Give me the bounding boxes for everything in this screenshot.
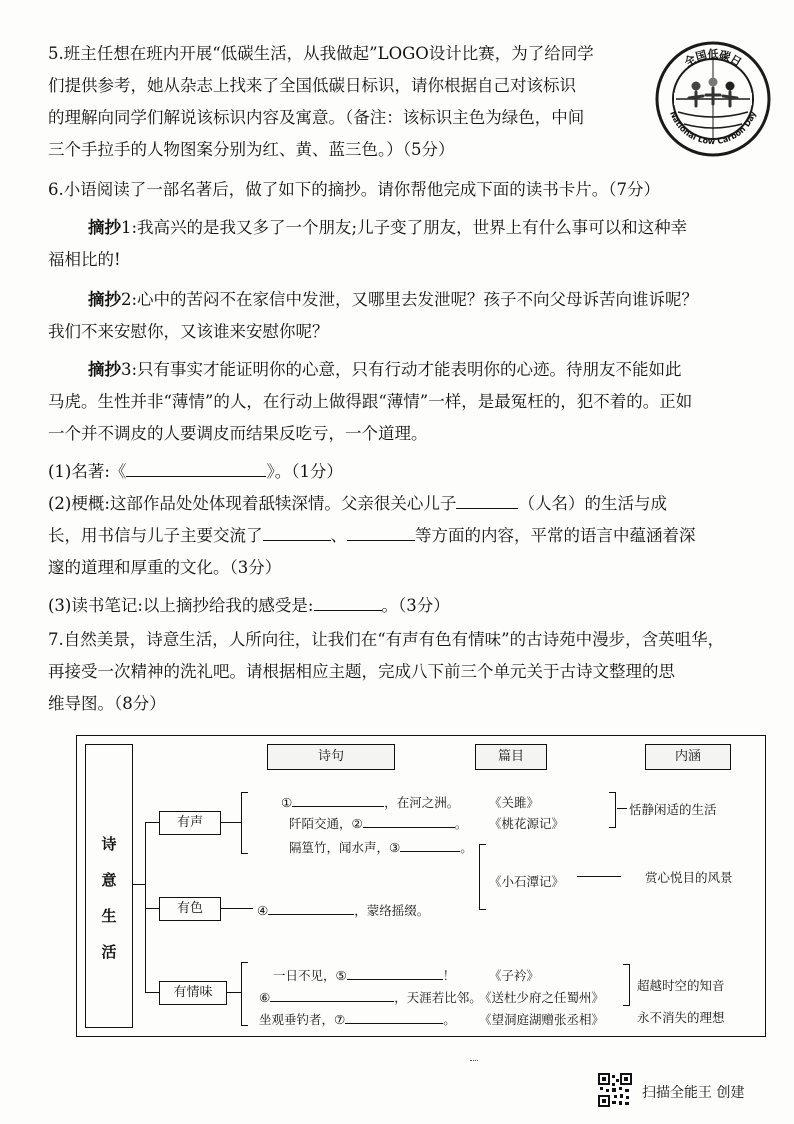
- q6-excerpt-1-label: 摘抄: [88, 218, 121, 237]
- connector-feeling: [145, 992, 159, 993]
- root-node: [85, 744, 133, 1028]
- q6-excerpt-3-label: 摘抄: [88, 360, 121, 379]
- logo-bottom-text: National Low Carbon Day: [668, 110, 758, 147]
- row-2-text-a: 阡陌交通，②: [289, 816, 363, 831]
- feeling-bracket: [241, 962, 248, 1026]
- q6-excerpt-3-line-2: 马虎。生性并非“薄情”的人，在行动上做得跟“薄情”一样，是最冤枉的，犯不着的。正如: [48, 392, 693, 411]
- q6-excerpt-1-line-1: [88, 216, 687, 240]
- q7-line-2: 再接受一次精神的洗礼吧。请根据相应主题，完成八下前三个单元关于古诗文整理的思: [48, 662, 675, 681]
- row-7-text-b: 。: [443, 1012, 456, 1027]
- row-3-title: 《小石潭记》: [489, 874, 565, 889]
- sound-bracket: [241, 792, 248, 854]
- row-7-verse: [259, 1010, 456, 1028]
- topic-blank-2[interactable]: [347, 524, 415, 541]
- feeling-blank[interactable]: [314, 594, 382, 611]
- row-6-text: ，天涯若比邻。: [394, 990, 482, 1005]
- blank-2[interactable]: [363, 815, 455, 828]
- q6-part-1-label: (1)名著:《: [48, 462, 127, 481]
- q6-part-2-text-d: 等方面的内容，平常的语言中蕴涵着深: [415, 526, 696, 545]
- q6-excerpt-2-text: 2:心中的苦闷不在家信中发泄，又哪里去发泄呢？孩子不向父母诉苦向谁诉呢？: [121, 290, 699, 309]
- meaning-2: 赏心悦目的风景: [645, 870, 733, 885]
- q5-line-3: 的理解向同学们解说该标识内容及寓意。（备注：该标识主色为绿色，中间: [48, 108, 585, 127]
- feeling-link: [227, 992, 241, 993]
- blank-7[interactable]: [345, 1011, 443, 1024]
- row-5-text-a: 一日不见，⑤: [273, 968, 347, 983]
- meaning-1-bracket: [609, 792, 616, 828]
- q6-part-2-text-a: (2)梗概:这部作品处处体现着舐犊深情。父亲很关心儿子: [48, 494, 457, 513]
- row-3-text-a: 隔篁竹，闻水声，③: [289, 840, 401, 855]
- row-1-number: ①: [281, 795, 293, 810]
- row-7-title: 《望洞庭湖赠张丞相》: [479, 1012, 605, 1027]
- header-title: 篇目: [475, 744, 547, 770]
- blank-1[interactable]: [292, 794, 384, 807]
- header-verse: 诗句: [267, 744, 395, 770]
- row-5-title: 《子衿》: [489, 968, 540, 983]
- blank-5[interactable]: [347, 967, 443, 980]
- q6-excerpt-3-text: 3:只有事实才能证明你的心意，只有行动才能表明你的心迹。待朋友不能如此: [121, 360, 682, 379]
- q6-part-3: [48, 594, 450, 618]
- category-trunk: [145, 822, 146, 992]
- low-carbon-day-logo: [654, 40, 772, 158]
- blank-3[interactable]: [400, 839, 460, 852]
- row-3-text-b: 。: [460, 840, 473, 855]
- son-name-blank[interactable]: [456, 492, 518, 509]
- meaning-3-bracket: [623, 964, 630, 1006]
- q5-line-2: 们提供参考，她从杂志上找来了全国低碳日标识，请你根据自己对该标识: [48, 76, 576, 95]
- xiaoshitan-bracket: [479, 844, 486, 910]
- mind-map: [76, 735, 766, 1037]
- row-4-number: ④: [257, 903, 269, 918]
- q6-part-3-label: (3)读书笔记:以上摘抄给我的感受是:: [48, 596, 314, 615]
- row-2-verse: [289, 814, 467, 832]
- category-feeling: 有情味: [159, 981, 227, 1005]
- meaning-3: 超越时空的知音: [637, 978, 725, 993]
- topic-blank-1[interactable]: [263, 524, 331, 541]
- q6-excerpt-3-line-3: 一个并不调皮的人要调皮而结果反吃亏，一个道理。: [48, 424, 428, 443]
- row-6-verse: [259, 988, 482, 1006]
- row-5-text-b: ！: [442, 968, 456, 983]
- blank-6[interactable]: [270, 989, 394, 1002]
- root-char-4: 活: [101, 943, 117, 961]
- row-5-verse: [273, 966, 455, 984]
- row-2-text-b: 。: [454, 816, 468, 831]
- meaning-2-link: [577, 876, 621, 877]
- q6-part-2-sep: 、: [330, 526, 347, 545]
- q6-part-2-text-b: （人名）的生活与成: [518, 494, 667, 513]
- q6-excerpt-2-line-1: [88, 288, 698, 312]
- q6-part-2-line-2: [48, 524, 696, 548]
- row-1-title: 《关雎》: [489, 795, 540, 810]
- row-7-text-a: 坐观垂钓者，⑦: [259, 1012, 346, 1027]
- q6-excerpt-2-line-2: 我们不来安慰你，又该谁来安慰你呢？: [48, 322, 329, 341]
- qr-code-icon: [598, 1073, 632, 1107]
- q6-part-2-text-c: 长，用书信与儿子主要交流了: [48, 526, 263, 545]
- footer-scanner-label: 扫描全能王 创建: [642, 1085, 745, 1101]
- header-meaning: 内涵: [645, 744, 731, 770]
- q6-intro: 6.小语阅读了一部名著后，做了如下的摘抄。请你帮他完成下面的读书卡片。（7分）: [48, 180, 660, 199]
- q6-part-1: [48, 460, 343, 484]
- row-3-verse: [289, 838, 473, 856]
- q6-part-2-line-3: 邃的道理和厚重的文化。（3分）: [48, 558, 282, 577]
- category-color: 有色: [159, 897, 221, 921]
- row-6-number: ⑥: [259, 990, 271, 1005]
- row-4-text: ，蒙络摇缀。: [354, 903, 430, 918]
- logo-top-text: 全国低碳日: [682, 48, 744, 70]
- book-title-blank[interactable]: [126, 460, 266, 477]
- q6-part-2-line-1: [48, 492, 667, 516]
- meaning-1: 恬静闲适的生活: [629, 802, 717, 817]
- sound-link: [221, 822, 241, 823]
- meaning-4: 永不消失的理想: [637, 1010, 725, 1025]
- meaning-1-link: [617, 808, 627, 809]
- blank-4[interactable]: [268, 902, 354, 915]
- category-sound: 有声: [159, 811, 221, 835]
- row-4-verse: [257, 901, 429, 919]
- connector-sound: [145, 822, 159, 823]
- root-char-2: 意: [101, 871, 117, 889]
- color-link: [221, 908, 253, 909]
- root-char-3: 生: [101, 907, 117, 925]
- row-1-text: ，在河之洲。: [384, 795, 460, 810]
- q6-excerpt-3-line-1: [88, 358, 682, 382]
- row-2-title: 《桃花源记》: [489, 816, 565, 831]
- q5-line-1: 5.班主任想在班内开展“低碳生活，从我做起”LOGO设计比赛，为了给同学: [48, 44, 594, 63]
- q7-line-3: 维导图。（8分）: [48, 694, 166, 713]
- q5-line-4: 三个手拉手的人物图案分别为红、黄、蓝三色。）（5分）: [48, 140, 455, 159]
- root-connector: [133, 884, 145, 885]
- page-mark: [470, 1060, 478, 1064]
- root-char-1: 诗: [101, 835, 117, 853]
- q6-part-1-score: 》。（1分）: [266, 462, 343, 481]
- q7-line-1: 7.自然美景，诗意生活，人所向往，让我们在“有声有色有情味”的古诗苑中漫步，含英咀华，: [48, 630, 725, 649]
- q6-part-3-score: 。（3分）: [381, 596, 450, 615]
- connector-color: [145, 908, 159, 909]
- q6-excerpt-2-label: 摘抄: [88, 290, 121, 309]
- q6-excerpt-1-line-2: 福相比的!: [48, 250, 121, 269]
- row-1-verse: [281, 793, 459, 811]
- q6-excerpt-1-text: 1:我高兴的是我又多了一个朋友;儿子变了朋友，世界上有什么事可以和这种幸: [121, 218, 688, 237]
- row-6-title: 《送杜少府之任蜀州》: [479, 990, 605, 1005]
